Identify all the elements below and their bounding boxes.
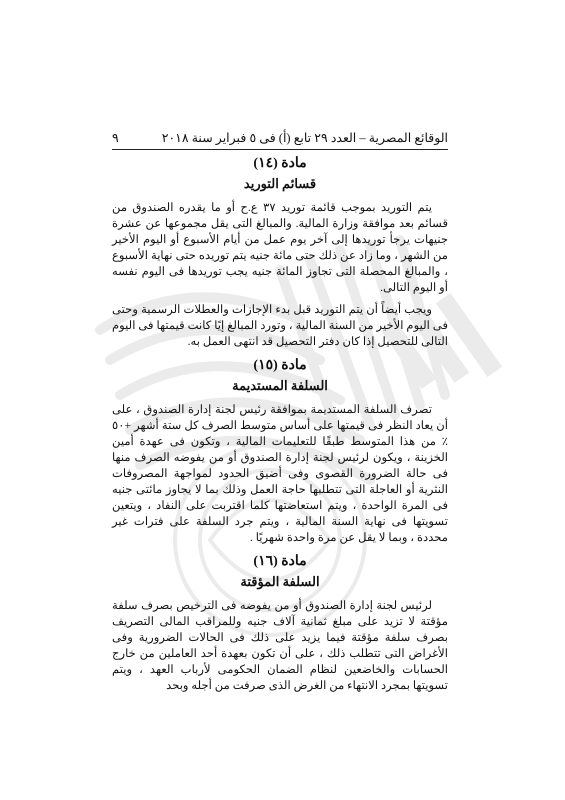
running-title: الوقائع المصرية – العدد ٢٩ تابع (أ) فى ٥ فبراير سنة ٢٠١٨ [161, 131, 448, 145]
article-number: مادة (١٦) [253, 554, 307, 569]
article-title: السلفة المستديمة [232, 378, 328, 393]
article-number: مادة (١٤) [253, 156, 307, 171]
article-number: مادة (١٥) [253, 358, 307, 373]
header-rule [112, 149, 448, 150]
article-14 [112, 154, 448, 350]
article-paragraph: تصرف السلفة المستديمة بموافقة رئيس لجنة إدارة الصندوق ، على أن يعاد النظر فى قيمتها على أساس متوسط الصرف كل ستة أشهر +٥٠ ٪ من هذا المتوسط طبقًا للتعليمات المالية ، وتكون فى عهدة أمين الخزينة ، ويكون لرئيس لجنة إدارة الصندوق أو من يفوضه الصرف منها فى حالة الضرورة القصوى وفى أضيق الحدود لمواجهة المصروفات النثرية أو العاجلة التى تتطلبها حاجة العمل وذلك بما لا يجاوز مائتى جنيه فى المرة الواحدة ، ويتم استعاضتها كلما اقتربت على النفاد ، ويتعين تسويتها فى نهاية السنة المالية ، ويتم جرد السلفة على فترات غير محددة ، وبما لا يقل عن مرة واحدة شهريًا . [112, 403, 448, 544]
article-title: السلفة المؤقتة [240, 574, 320, 589]
article-title: قسائم التوريد [243, 176, 317, 191]
article-paragraph: ويجب أيضاً أن يتم التوريد قبل بدء الإجازات والعطلات الرسمية وحتى فى اليوم الأخير من السنة المالية ، وتورد المبالغ إيًا كانت قيمتها فى اليوم التالى للتحصيل إذا كان دفتر التحصيل قد انتهى العمل به. [112, 303, 448, 348]
running-header [112, 130, 448, 150]
document-body [112, 152, 448, 700]
article-paragraph: يتم التوريد بموجب قائمة توريد ٣٧ ع.ح أو ما يقدره الصندوق من قسائم بعد موافقة وزارة المالية. والمبالغ التى يقل مجموعها عن عشرة جنيهات يرجأ توريدها إلى آخر يوم عمل من أيام الأسبوع أو اليوم الأخير من الشهر ، وما زاد عن ذلك حتى مائة جنيه يتم توريده حتى نهاية الأسبوع ، والمبالغ المحصلة التى تجاوز المائة جنيه يجب توريدها فى اليوم نفسه أو اليوم التالى. [112, 201, 448, 294]
article-15 [112, 356, 448, 546]
page-number: ٩ [112, 131, 119, 145]
article-paragraph: لرئيس لجنة إدارة الصندوق أو من يفوضه فى الترخيص بصرف سلفة مؤقتة لا تزيد على مبلغ ثمانية آلاف جنيه وللمراقب المالى التصريف بصرف سلفة مؤقتة فيما يزيد على ذلك فى الحالات الضرورية وفى الأغراض التى تتطلب ذلك ، على أن تكون بعهدة أحد العاملين من خارج الحسابات والخاضعين لنظام الضمان الحكومى لأرباب العهد ، ويتم تسويتها بمجرد الانتهاء من الغرض الذى صرفت من أجله وبحد [112, 599, 448, 692]
article-16 [112, 552, 448, 694]
